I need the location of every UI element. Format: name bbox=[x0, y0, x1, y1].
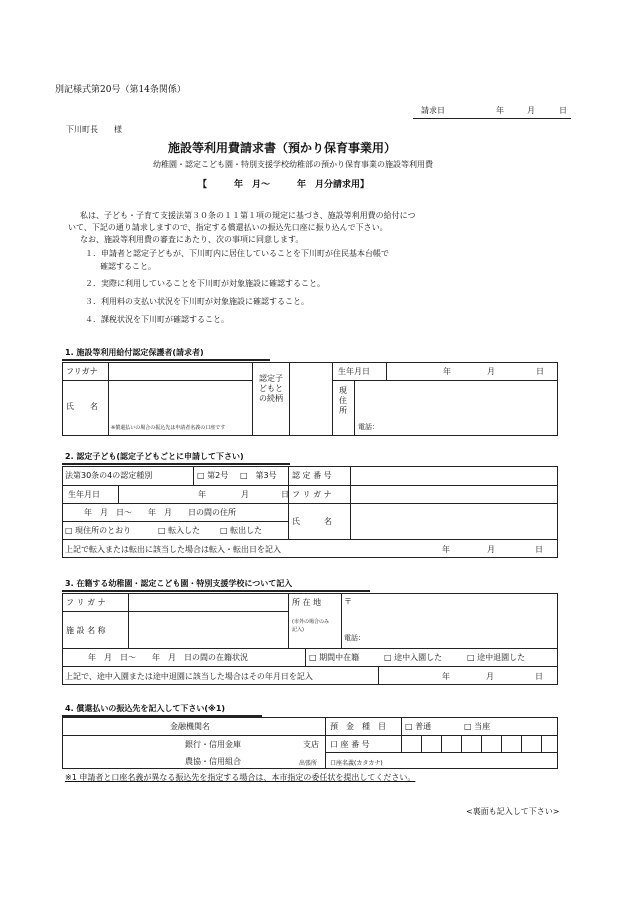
section4-footnote: ※1 申請者と口座名義が異なる振込先を指定する場合は、本市指定の委任状を提出してください。 bbox=[65, 773, 416, 782]
section3-heading-rule bbox=[62, 590, 370, 592]
addressee: 下川町長 様 bbox=[66, 125, 122, 134]
facility-postal-label: 〒 bbox=[344, 597, 352, 606]
enrollment-year: 年 bbox=[442, 672, 450, 681]
child-birth-year: 年 bbox=[198, 490, 206, 499]
facility-name-label: 施 設 名 称 bbox=[66, 626, 106, 635]
guardian-birth-label: 生年月日 bbox=[338, 367, 370, 376]
branch-label: 支店 bbox=[303, 740, 319, 749]
page-title: 施設等利用費請求書（預かり保育事業用） bbox=[168, 141, 397, 155]
backside-note: <裏面も記入して下さい> bbox=[466, 807, 560, 816]
child-current-address-checkbox[interactable]: □ 現住所のとおり bbox=[65, 526, 132, 535]
period-heading: 【 年 月～ 年 月分請求用】 bbox=[198, 180, 370, 190]
child-move-day: 日 bbox=[535, 545, 543, 554]
enrollment-note: 上記で、途中入園または途中退園に該当した場合はその年月日を記入 bbox=[65, 672, 313, 681]
facility-phone-label: 電話： bbox=[344, 634, 365, 642]
facility-furigana-label: フ リ ガ ナ bbox=[66, 598, 106, 607]
section3-heading: 3. 在籍する幼稚園・認定こども園・特別支援学校について記入 bbox=[65, 579, 293, 588]
claim-day: 日 bbox=[559, 106, 567, 115]
child-period-label: 年 月 日～ 年 月 日の間の住所 bbox=[84, 508, 236, 517]
intro-line-2: いて、下記の通り請求しますので、指定する償還払いの振込先口座に振り込んで下さい。 bbox=[68, 223, 388, 232]
child-birth-day: 日 bbox=[281, 490, 289, 499]
child-move-note: 上記で転入または転出に該当した場合は転入・転出日を記入 bbox=[65, 545, 281, 554]
claim-date-underline bbox=[413, 118, 571, 119]
guardian-birth-year: 年 bbox=[443, 367, 451, 376]
page-subtitle: 幼稚園・認定こども園・特別支援学校幼稚部の預かり保育事業の施設等利用費 bbox=[153, 160, 433, 169]
child-cert-type-label: 法第30条の4の認定種別 bbox=[65, 471, 153, 480]
enrollment-period-label: 年 月 日～ 年 月 日の間の在籍状況 bbox=[88, 653, 248, 662]
enrollment-month: 月 bbox=[486, 672, 494, 681]
guardian-name-note: ※償還払いの場合の振込先は申請者名義の口座です bbox=[111, 425, 226, 431]
child-moved-out-checkbox[interactable]: □ 転出した bbox=[220, 526, 263, 535]
child-type3-checkbox[interactable]: □ 第3号 bbox=[240, 471, 277, 480]
consent-item-4: ４．課税状況を下川町が確認すること。 bbox=[85, 315, 229, 324]
relation-label: 認定子どもとの続柄 bbox=[259, 374, 283, 403]
child-furigana-label: フ リ ガ ナ bbox=[292, 490, 332, 499]
claim-year: 年 bbox=[496, 106, 504, 115]
deposit-current-checkbox[interactable]: □ 当座 bbox=[464, 722, 491, 731]
guardian-birth-month: 月 bbox=[487, 367, 495, 376]
form-id: 別記様式第20号（第14条関係） bbox=[55, 85, 186, 95]
intro-line-3: なお、施設等利用費の審査にあたり、次の事項に同意します。 bbox=[80, 235, 304, 244]
claim-month: 月 bbox=[527, 106, 535, 115]
consent-item-1: １．申請者と認定子どもが、下川町内に居住していることを下川町が住民基本台帳で bbox=[85, 249, 389, 258]
joined-midway-checkbox[interactable]: □ 途中入園した bbox=[384, 653, 443, 662]
section2-heading-rule bbox=[62, 463, 290, 465]
bank-type-label: 銀行・信用金庫 bbox=[185, 740, 241, 749]
child-moved-in-checkbox[interactable]: □ 転入した bbox=[158, 526, 201, 535]
enrolled-full-checkbox[interactable]: □ 期間中在籍 bbox=[309, 653, 360, 662]
account-number-label: 口 座 番 号 bbox=[330, 740, 370, 749]
facility-outside-note: (市外の場合のみ記入) bbox=[292, 619, 329, 633]
child-birth-label: 生年月日 bbox=[68, 490, 100, 499]
section2-heading: 2. 認定子ども(認定子どもごとに申請して下さい) bbox=[65, 452, 244, 461]
left-midway-checkbox[interactable]: □ 途中退園した bbox=[467, 653, 526, 662]
deposit-normal-checkbox[interactable]: □ 普通 bbox=[405, 722, 432, 731]
account-holder-label: 口座名義(カタカナ) bbox=[330, 760, 383, 767]
office-label: 出張所 bbox=[299, 760, 318, 767]
child-name-label: 氏 名 bbox=[292, 517, 332, 526]
bank-institution-label: 金融機関名 bbox=[170, 722, 210, 731]
section4-heading: 4. 償還払いの振込先を記入して下さい(※1) bbox=[65, 704, 226, 713]
consent-item-2: ２．実際に利用していることを下川町が対象施設に確認すること。 bbox=[85, 279, 325, 288]
guardian-address-label: 現住所 bbox=[339, 386, 347, 415]
child-cert-no-label: 認 定 番 号 bbox=[292, 471, 332, 480]
intro-line-1: 私は、子ども・子育て支援法第３０条の１１第１項の規定に基づき、施設等利用費の給付につ bbox=[80, 211, 416, 220]
section1-heading-rule bbox=[62, 359, 270, 361]
guardian-name-label: 氏 名 bbox=[66, 402, 98, 411]
guardian-birth-day: 日 bbox=[536, 367, 544, 376]
consent-item-3: ３．利用料の支払い状況を下川町が対象施設に確認すること。 bbox=[85, 297, 309, 306]
child-type2-checkbox[interactable]: □ 第2号 bbox=[197, 471, 229, 480]
child-move-month: 月 bbox=[487, 545, 495, 554]
agri-type-label: 農協・信用組合 bbox=[185, 757, 241, 766]
deposit-type-label: 預 金 種 目 bbox=[330, 722, 386, 731]
child-move-year: 年 bbox=[442, 545, 450, 554]
child-birth-month: 月 bbox=[241, 490, 249, 499]
claim-date-label: 請求日 bbox=[421, 106, 445, 115]
guardian-phone-label: 電話： bbox=[358, 423, 379, 431]
section1-heading: 1. 施設等利用給付認定保護者(請求者) bbox=[65, 348, 204, 357]
facility-location-label: 所 在 地 bbox=[292, 598, 322, 607]
guardian-furigana-label: フリガナ bbox=[66, 367, 98, 376]
consent-item-1-cont: 確認すること。 bbox=[100, 262, 156, 271]
enrollment-day: 日 bbox=[535, 672, 543, 681]
